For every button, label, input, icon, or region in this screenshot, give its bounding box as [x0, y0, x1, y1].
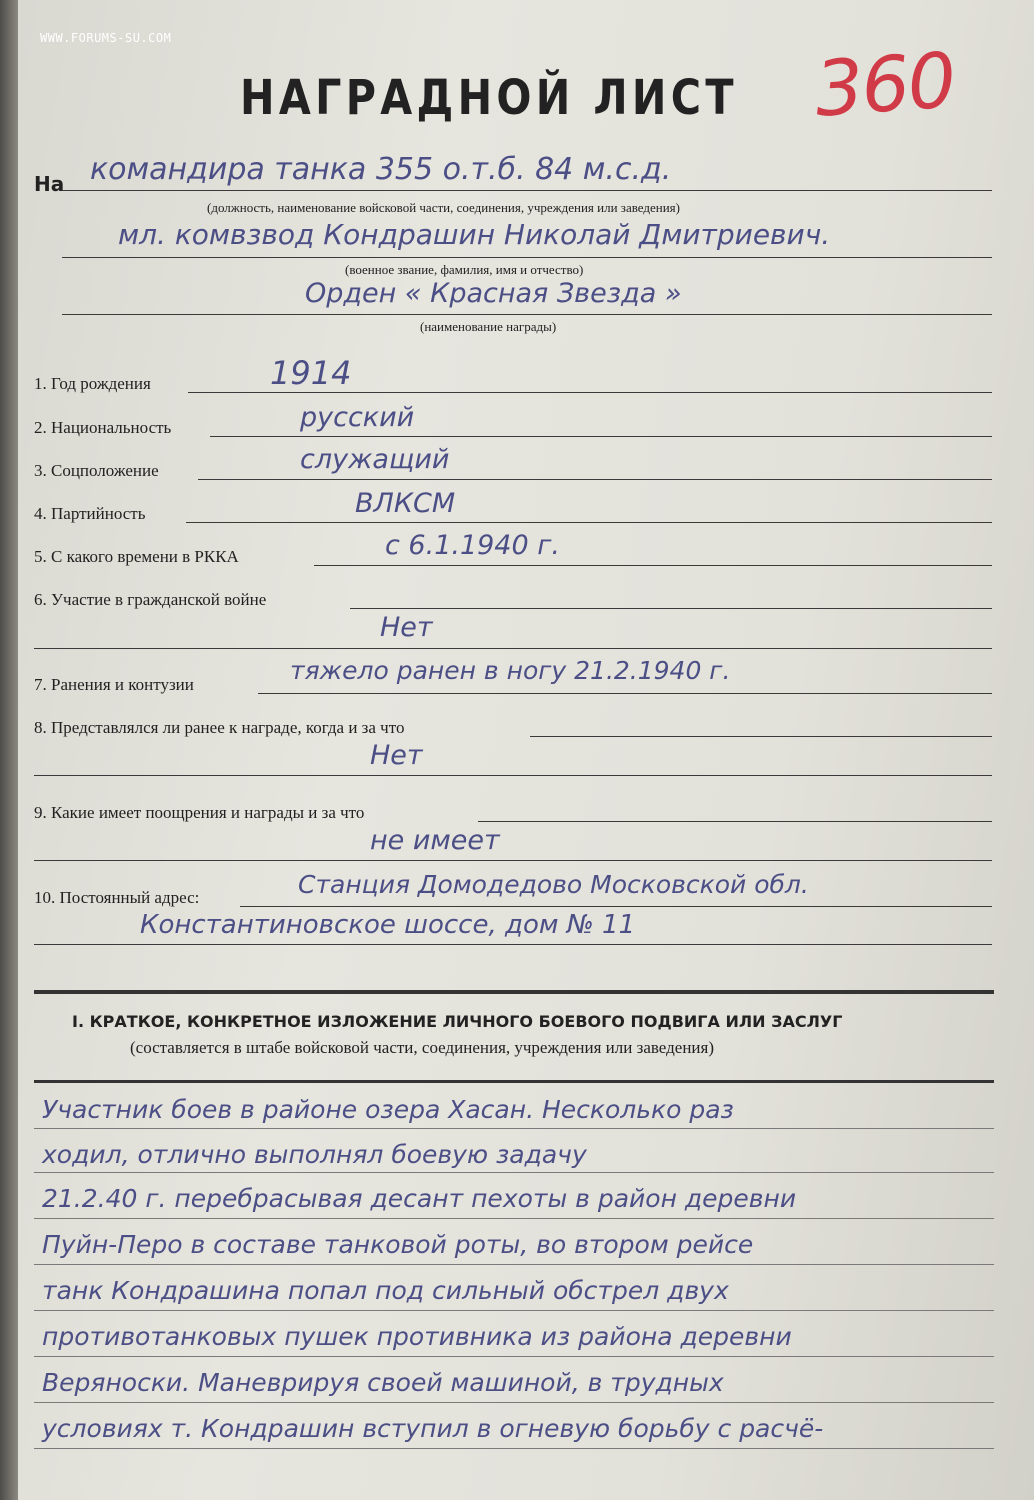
field-label-party: 4. Партийность: [34, 504, 146, 523]
field-line: [34, 860, 992, 861]
award-value: Орден « Красная Звезда »: [305, 278, 682, 309]
field-value-social: служащий: [300, 444, 450, 475]
narrative-line: Веряноски. Маневрируя своей машиной, в трудных: [42, 1368, 724, 1397]
field-value-civil-war: Нет: [380, 612, 433, 643]
field-line: [188, 392, 992, 393]
section-divider: [34, 1080, 994, 1083]
narrative-line: Пуйн-Перо в составе танковой роты, во втором рейсе: [42, 1230, 754, 1259]
narrative-line: 21.2.40 г. перебрасывая десант пехоты в район деревни: [42, 1184, 797, 1213]
field-line: [210, 436, 992, 437]
name-caption: (военное звание, фамилия, имя и отчество): [345, 262, 584, 277]
field-label-address: 10. Постоянный адрес:: [34, 888, 200, 907]
text-line: [34, 1448, 994, 1449]
narrative-line: ходил, отлично выполнял боевую задачу: [42, 1140, 587, 1169]
field-line: [530, 736, 992, 737]
field-value-birth-year: 1914: [270, 354, 352, 392]
field-label-nationality: 2. Национальность: [34, 418, 172, 437]
award-caption: (наименование награды): [420, 319, 557, 334]
watermark: WWW.FORUMS-SU.COM: [40, 31, 172, 45]
na-label: На: [34, 172, 65, 196]
text-line: [34, 1402, 994, 1403]
field-value-nationality: русский: [300, 402, 415, 433]
text-line: [34, 1264, 994, 1265]
field-line: [478, 821, 992, 822]
award-line: [62, 314, 992, 315]
field-value-address-line2: Константиновское шоссе, дом № 11: [140, 910, 636, 940]
text-line: [34, 1172, 994, 1173]
position-caption: (должность, наименование войсковой части, соединения, учреждения или заведения): [207, 200, 680, 215]
field-label-birth-year: 1. Год рождения: [34, 374, 151, 393]
field-line: [34, 944, 992, 945]
field-line: [186, 522, 992, 523]
field-line: [314, 565, 992, 566]
field-label-prev-award: 8. Представлялся ли ранее к награде, когда и за что: [34, 718, 405, 737]
position-line: [62, 190, 992, 191]
field-label-wounds: 7. Ранения и контузии: [34, 675, 194, 694]
field-value-party: ВЛКСМ: [355, 488, 456, 519]
field-line: [258, 693, 992, 694]
narrative-line: противотанковых пушек противника из района деревни: [42, 1322, 792, 1351]
narrative-line: танк Кондрашина попал под сильный обстрел двух: [42, 1276, 729, 1305]
field-line: [34, 648, 992, 649]
field-value-address: Станция Домодедово Московской обл.: [298, 870, 809, 899]
field-label-rkka-since: 5. С какого времени в РККА: [34, 547, 239, 566]
field-label-social: 3. Соцположение: [34, 461, 159, 480]
field-label-rewards: 9. Какие имеет поощрения и награды и за что: [34, 803, 365, 822]
text-line: [34, 1128, 994, 1129]
position-value: командира танка 355 о.т.б. 84 м.с.д.: [90, 152, 672, 187]
field-value-rkka-since: с 6.1.1940 г.: [385, 530, 561, 561]
document-number: 360: [812, 35, 957, 134]
name-value: мл. комвзвод Кондрашин Николай Дмитриевич.: [118, 218, 831, 251]
narrative-line: условиях т. Кондрашин вступил в огневую борьбу с расчё-: [42, 1414, 824, 1443]
field-value-rewards: не имеет: [370, 825, 500, 856]
field-line: [198, 479, 992, 480]
field-value-wounds: тяжело ранен в ногу 21.2.1940 г.: [290, 656, 731, 685]
field-value-prev-award: Нет: [370, 740, 423, 771]
section-subtitle: (составляется в штабе войсковой части, соединения, учреждения или заведения): [130, 1038, 714, 1057]
name-line: [62, 257, 992, 258]
section-divider: [34, 990, 994, 994]
field-line: [350, 608, 992, 609]
text-line: [34, 1310, 994, 1311]
narrative-line: Участник боев в районе озера Хасан. Несколько раз: [42, 1095, 734, 1124]
field-line: [34, 775, 992, 776]
text-line: [34, 1218, 994, 1219]
field-label-civil-war: 6. Участие в гражданской войне: [34, 590, 267, 609]
text-line: [34, 1356, 994, 1357]
document-title: НАГРАДНОЙ ЛИСТ: [240, 70, 738, 126]
field-line: [240, 906, 992, 907]
page-edge: [0, 0, 18, 1500]
section-title: I. КРАТКОЕ, КОНКРЕТНОЕ ИЗЛОЖЕНИЕ ЛИЧНОГО БОЕВОГО ПОДВИГА ИЛИ ЗАСЛУГ: [72, 1012, 843, 1031]
